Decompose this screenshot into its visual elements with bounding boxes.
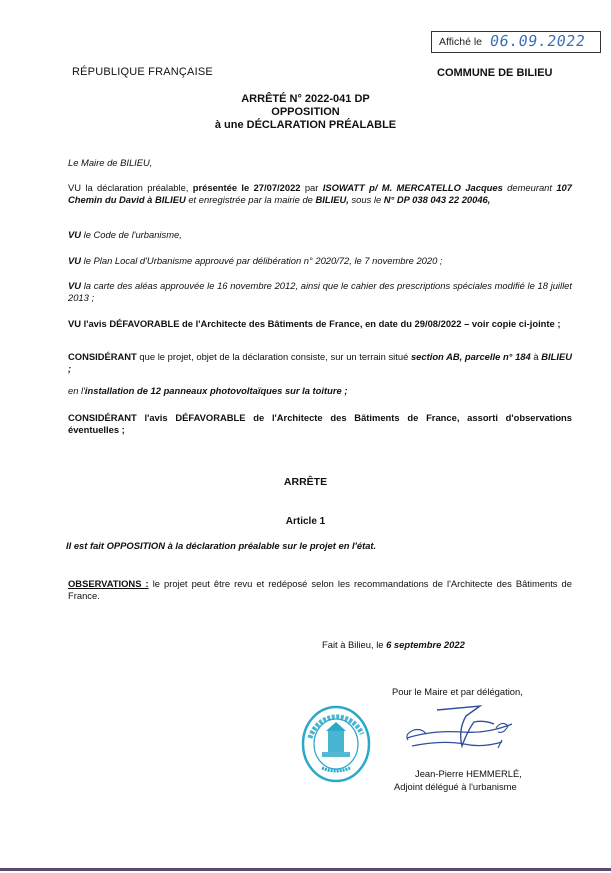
heading-arrete: ARRÊTE [283, 476, 328, 488]
signatory-role: Adjoint délégué à l'urbanisme [394, 781, 517, 792]
document-title [0, 93, 611, 132]
signature [402, 700, 532, 760]
title-line-2: OPPOSITION [271, 106, 340, 118]
paragraph-considerant-avis: CONSIDÉRANT l'avis DÉFAVORABLE de l'Architecte des Bâtiments de France, assorti d'observations éventuelles ; [68, 412, 572, 435]
handwritten-signature-icon [402, 700, 532, 760]
paragraph-vu-code: VU le Code de l'urbanisme, [68, 229, 182, 240]
paragraph-installation: en l'installation de 12 panneaux photovoltaïques sur la toiture ; [68, 385, 348, 396]
paragraph-vu-plu: VU le Plan Local d'Urbanisme approuvé par délibération n° 2020/72, le 7 novembre 2020 ; [68, 255, 443, 266]
paragraph-maire: Le Maire de BILIEU, [68, 157, 153, 168]
paragraph-vu-avis: VU l'avis DÉFAVORABLE de l'Architecte des Bâtiments de France, en date du 29/08/2022 – voir copie ci-jointe ; [68, 318, 561, 329]
paragraph-observations: OBSERVATIONS : le projet peut être revu et redéposé selon les recommandations de l'Architecte des Bâtiments de France. [68, 578, 572, 601]
signatory-name: Jean-Pierre HEMMERLÉ, [415, 768, 522, 779]
paragraph-vu-carte: VU la carte des aléas approuvée le 16 novembre 2012, ainsi que le cahier des prescriptions spéciales modifié le 18 juillet 2013 ; [68, 280, 572, 303]
heading-article-1: Article 1 [285, 516, 326, 527]
paragraph-considerant-projet: CONSIDÉRANT que le projet, objet de la déclaration consiste, sur un terrain situé section AB, parcelle n° 184 à BILIEU ; [68, 351, 572, 374]
page-bottom-divider [0, 868, 611, 871]
header-republic: RÉPUBLIQUE FRANÇAISE [72, 66, 213, 78]
posting-stamp [431, 31, 601, 53]
paragraph-decision: Il est fait OPPOSITION à la déclaration préalable sur le projet en l'état. [66, 540, 377, 551]
title-line-1: ARRÊTÉ N° 2022-041 DP [241, 93, 370, 105]
header-commune: COMMUNE DE BILIEU [437, 67, 553, 79]
place-and-date: Fait à Bilieu, le 6 septembre 2022 [322, 639, 465, 650]
title-line-3: à une DÉCLARATION PRÉALABLE [214, 119, 397, 131]
delegation-line: Pour le Maire et par délégation, [392, 686, 523, 697]
posting-stamp-date: 06.09.2022 [488, 32, 587, 50]
posting-stamp-label: Affiché le [439, 36, 482, 48]
paragraph-vu-declaration: VU la déclaration préalable, présentée le 27/07/2022 par ISOWATT p/ M. MERCATELLO Jacques demeurant 107 Chemin du David à BILIEU et enregistrée par la mairie de BILIEU, sous le N° DP 038 043 22 20046, [68, 182, 572, 205]
mairie-seal [300, 704, 372, 784]
seal-stamp-icon [300, 704, 372, 784]
